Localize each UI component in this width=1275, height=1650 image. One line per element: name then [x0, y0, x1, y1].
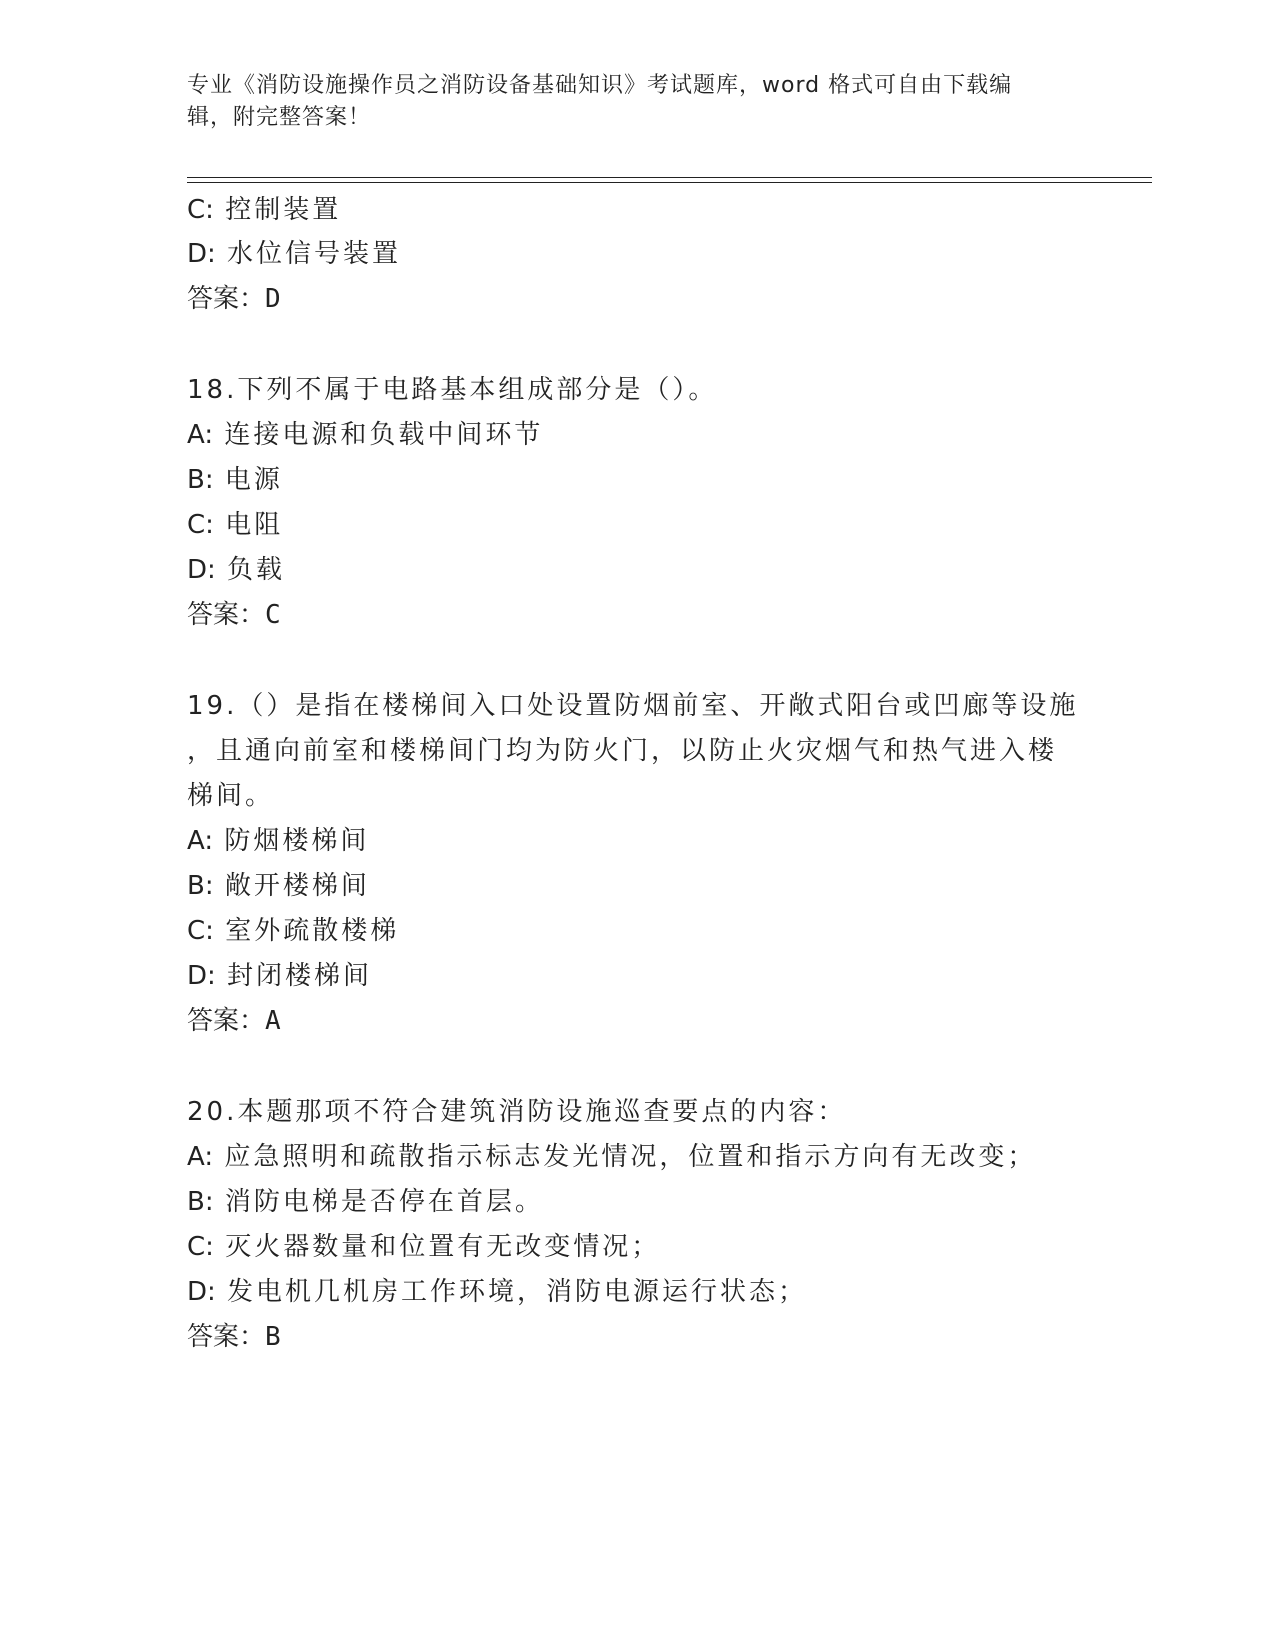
option-prefix: C:: [187, 195, 214, 225]
q19-stem-line-1: 19.（）是指在楼梯间入口处设置防烟前室、开敞式阳台或凹廊等设施: [187, 691, 1079, 721]
option-prefix: D:: [187, 239, 216, 269]
option-text: 水位信号装置: [227, 239, 402, 269]
q19-stem-line-2: ，且通向前室和楼梯间门均为防火门，以防止火灾烟气和热气进入楼: [187, 736, 1058, 766]
q17-option-d: [187, 231, 401, 277]
q17-option-c: [187, 187, 341, 233]
header-line-1: 专业《消防设施操作员之消防设备基础知识》考试题库，word 格式可自由下载编: [187, 73, 1013, 98]
q17-answer: 答案：D: [187, 284, 281, 314]
q18-option-b: [187, 457, 283, 503]
q19-option-d: [187, 953, 372, 999]
option-text: 负载: [227, 555, 286, 585]
option-prefix: B:: [187, 871, 214, 901]
q20-answer: 答案：B: [187, 1322, 281, 1352]
option-text: 封闭楼梯间: [227, 961, 373, 991]
option-text: 防烟楼梯间: [224, 826, 370, 856]
option-prefix: A:: [187, 1142, 214, 1172]
q18-option-a: [187, 412, 543, 458]
option-prefix: D:: [187, 555, 216, 585]
option-prefix: C:: [187, 916, 214, 946]
option-text: 消防电梯是否停在首层。: [224, 1187, 544, 1217]
q20-option-d: [187, 1269, 807, 1315]
q19-stem-line-3: 梯间。: [187, 781, 275, 811]
q19-answer: 答案：A: [187, 1006, 281, 1036]
q18-option-d: [187, 547, 285, 593]
header-line-2: 辑，附完整答案！: [187, 105, 372, 130]
q19-option-c: [187, 908, 399, 954]
option-text: 敞开楼梯间: [224, 871, 370, 901]
option-text: 电阻: [225, 510, 284, 540]
option-text: 电源: [224, 465, 283, 495]
option-prefix: A:: [187, 826, 214, 856]
option-prefix: B:: [187, 1187, 214, 1217]
option-prefix: B:: [187, 465, 214, 495]
document-header: [187, 70, 1067, 134]
option-text: 应急照明和疏散指示标志发光情况，位置和指示方向有无改变；: [224, 1142, 1037, 1172]
q19-option-b: [187, 863, 370, 909]
option-text: 连接电源和负载中间环节: [224, 420, 544, 450]
q20-option-a: [187, 1134, 1036, 1180]
option-prefix: C:: [187, 510, 214, 540]
header-divider-bottom: [187, 182, 1152, 183]
q20-option-b: [187, 1179, 544, 1225]
q20-option-c: [187, 1224, 660, 1270]
q18-option-c: [187, 502, 283, 548]
option-text: 灭火器数量和位置有无改变情况；: [225, 1232, 661, 1262]
q18-answer: 答案：C: [187, 600, 281, 630]
header-divider-top: [187, 177, 1152, 178]
option-text: 控制装置: [225, 195, 342, 225]
q19-option-a: [187, 818, 369, 864]
option-prefix: A:: [187, 420, 214, 450]
option-text: 发电机几机房工作环境，消防电源运行状态；: [227, 1277, 808, 1307]
option-text: 室外疏散楼梯: [225, 916, 400, 946]
option-prefix: D:: [187, 961, 216, 991]
option-prefix: D:: [187, 1277, 216, 1307]
q20-stem: 20.本题那项不符合建筑消防设施巡查要点的内容：: [187, 1097, 847, 1127]
option-prefix: C:: [187, 1232, 214, 1262]
q18-stem: 18.下列不属于电路基本组成部分是（）。: [187, 375, 718, 405]
